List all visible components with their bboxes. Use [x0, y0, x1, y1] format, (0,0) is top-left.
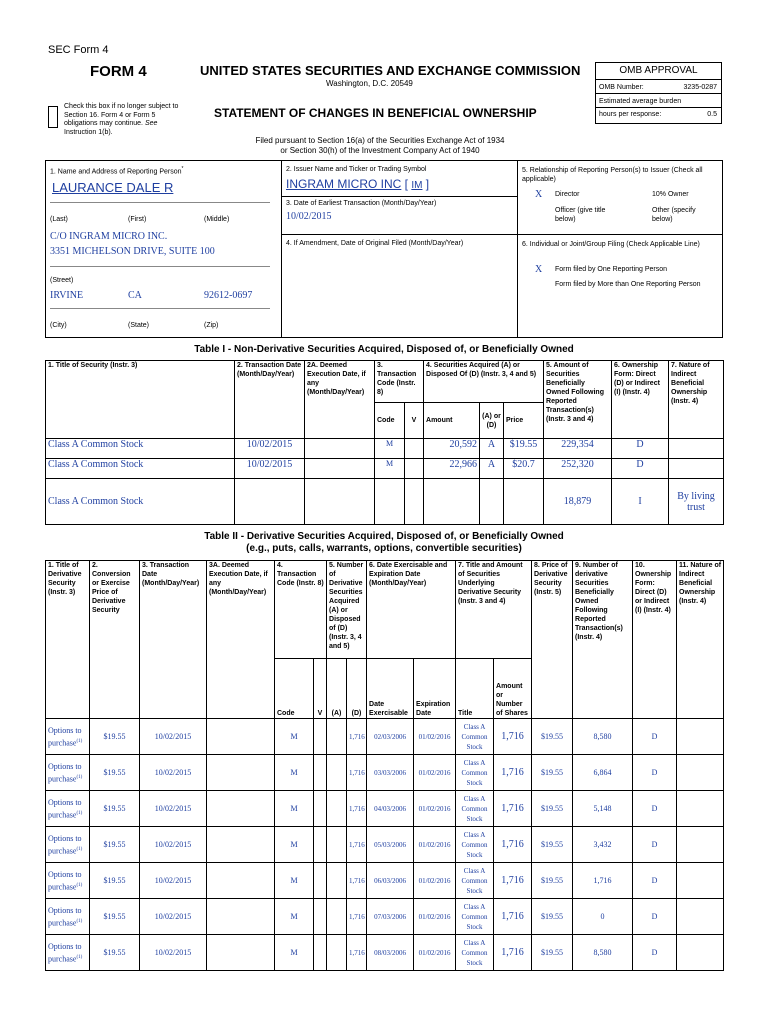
t2-r-expiration: 01/02/2016 [414, 827, 456, 863]
t2-r-form: D [633, 719, 677, 755]
t1-h7: 7. Nature of Indirect Beneficial Ownership (Instr. 4) [669, 361, 724, 439]
t2-r-owned: 3,432 [573, 827, 633, 863]
hours-value: 0.5 [707, 111, 717, 118]
filed-line-2: or Section 30(h) of the Investment Company Act of 1940 [280, 146, 480, 155]
instruction-label: Instruction 1(b). [64, 128, 113, 136]
t1-aord: (A) or (D) [480, 403, 504, 439]
box1-label-text: 1. Name and Address of Reporting Person [50, 168, 182, 176]
filed-pursuant [240, 136, 520, 156]
footnote-ref: (1) [76, 918, 83, 924]
omb-number: 3235-0287 [683, 84, 717, 91]
agency-title: UNITED STATES SECURITIES AND EXCHANGE COMMISSION [200, 63, 581, 78]
t2-r-underlying-amount: 1,716 [494, 863, 532, 899]
t2-r-exercisable: 04/03/2006 [367, 791, 414, 827]
first-label: (First) [128, 216, 147, 223]
t1-v: V [405, 403, 424, 439]
t2-r-underlying-amount: 1,716 [494, 791, 532, 827]
t2-r-d: 1,716 [347, 863, 367, 899]
t2-amount-shares: Amount or Number of Shares [494, 659, 532, 719]
t2-r-date: 10/02/2015 [140, 827, 207, 863]
t1-h1: 1. Title of Security (Instr. 3) [46, 361, 235, 439]
t1-r0-title: Class A Common Stock [46, 439, 235, 459]
t2-d: (D) [347, 659, 367, 719]
ticker-symbol: IM [411, 180, 423, 191]
footnote-ref: (1) [76, 738, 83, 744]
t2-r-code: M [275, 863, 314, 899]
t2-r-title-text: Options to purchase [48, 797, 82, 820]
t1-r0-date: 10/02/2015 [235, 439, 305, 459]
t2-h9: 9. Number of derivative Securities Beneficially Owned Following Reported Transaction(s) (Instr. 4) [573, 561, 633, 719]
statement-title: STATEMENT OF CHANGES IN BENEFICIAL OWNERSHIP [214, 106, 537, 120]
last-label: (Last) [50, 216, 68, 223]
t2-r-conv: $19.55 [90, 755, 140, 791]
t2-r-expiration: 01/02/2016 [414, 755, 456, 791]
address-line-2: 3351 MICHELSON DRIVE, SUITE 100 [50, 246, 215, 257]
t1-r1-date: 10/02/2015 [235, 459, 305, 479]
table2-title-1: Table II - Derivative Securities Acquired, Disposed of, or Beneficially Owned [204, 531, 564, 542]
t2-h10: 10. Ownership Form: Direct (D) or Indirect (I) (Instr. 4) [633, 561, 677, 719]
t2-r-conv: $19.55 [90, 719, 140, 755]
t2-r-exercisable: 03/03/2006 [367, 755, 414, 791]
t2-r-owned: 8,580 [573, 935, 633, 971]
omb-approval-box [595, 62, 722, 124]
t2-r-title-text: Options to purchase [48, 869, 82, 892]
t2-r-underlying-title: Class A Common Stock [456, 755, 494, 791]
state-label: (State) [128, 322, 150, 329]
t2-r-underlying-title: Class A Common Stock [456, 719, 494, 755]
t2-r-expiration: 01/02/2016 [414, 719, 456, 755]
t1-r1-price: $20.7 [504, 459, 544, 479]
table1 [45, 360, 724, 525]
t2-r-code: M [275, 827, 314, 863]
t2-r-form: D [633, 755, 677, 791]
box3-label: 3. Date of Earliest Transaction (Month/Day/Year) [286, 200, 437, 207]
ten-percent-owner-label: 10% Owner [652, 191, 689, 198]
t2-r-underlying-title: Class A Common Stock [456, 935, 494, 971]
box5-label: 5. Relationship of Reporting Person(s) to Issuer (Check all applicable) [522, 167, 703, 183]
t2-r-underlying-amount: 1,716 [494, 899, 532, 935]
director-mark: X [535, 189, 543, 200]
t2-r-title [46, 863, 90, 899]
footnote-ref: (1) [76, 882, 83, 888]
t2-a: (A) [327, 659, 347, 719]
t1-h4: 4. Securities Acquired (A) or Disposed Of (D) (Instr. 3, 4 and 5) [424, 361, 544, 403]
table-row [46, 479, 724, 525]
burden-label: Estimated average burden [599, 98, 682, 105]
t2-r-code: M [275, 935, 314, 971]
t2-r-underlying-title: Class A Common Stock [456, 791, 494, 827]
city-value: IRVINE [50, 290, 84, 301]
t2-r-price: $19.55 [532, 755, 573, 791]
table-row [46, 935, 724, 971]
agency-location: Washington, D.C. 20549 [326, 79, 413, 88]
table-row [46, 899, 724, 935]
t2-r-title [46, 719, 90, 755]
t1-amount: Amount [424, 403, 480, 439]
t2-r-underlying-title: Class A Common Stock [456, 863, 494, 899]
t2-r-expiration: 01/02/2016 [414, 899, 456, 935]
t2-r-underlying-amount: 1,716 [494, 935, 532, 971]
middle-label: (Middle) [204, 216, 230, 223]
t1-r0-price: $19.55 [504, 439, 544, 459]
issuer-name: INGRAM MICRO INC [286, 177, 402, 191]
t2-r-code: M [275, 899, 314, 935]
zip-value: 92612-0697 [204, 290, 253, 301]
t1-r1-amount: 22,966 [424, 459, 480, 479]
footnote-ref: (1) [76, 846, 83, 852]
more-person-label: Form filed by More than One Reporting Person [555, 281, 701, 288]
t1-r2-owned: 18,879 [544, 479, 612, 525]
other-label: Other (specify below) [652, 207, 696, 223]
t2-r-date: 10/02/2015 [140, 791, 207, 827]
t2-r-date: 10/02/2015 [140, 899, 207, 935]
t2-r-title [46, 755, 90, 791]
t2-r-price: $19.55 [532, 899, 573, 935]
t1-h2a: 2A. Deemed Execution Date, if any (Month/Day/Year) [305, 361, 375, 439]
t2-r-d: 1,716 [347, 791, 367, 827]
t2-r-expiration: 01/02/2016 [414, 863, 456, 899]
table-row [46, 459, 724, 479]
table-row [46, 719, 724, 755]
t1-r0-ad: A [480, 439, 504, 459]
state-value: CA [128, 290, 142, 301]
table-row [46, 439, 724, 459]
t2-h2: 2. Conversion or Exercise Price of Derivative Security [90, 561, 140, 719]
t2-r-date: 10/02/2015 [140, 863, 207, 899]
t2-r-expiration: 01/02/2016 [414, 935, 456, 971]
table2-title-2: (e.g., puts, calls, warrants, options, convertible securities) [246, 543, 522, 554]
box6-label: 6. Individual or Joint/Group Filing (Check Applicable Line) [522, 241, 700, 248]
t1-r0-form: D [612, 439, 669, 459]
t2-r-form: D [633, 935, 677, 971]
t2-r-owned: 1,716 [573, 863, 633, 899]
t2-r-price: $19.55 [532, 827, 573, 863]
t1-r0-code: M [375, 439, 405, 459]
t1-code: Code [375, 403, 405, 439]
t1-r1-form: D [612, 459, 669, 479]
t2-r-title [46, 827, 90, 863]
t2-r-owned: 5,148 [573, 791, 633, 827]
table2 [45, 560, 724, 971]
t2-exercisable: Date Exercisable [367, 659, 414, 719]
t1-h6: 6. Ownership Form: Direct (D) or Indirect (I) (Instr. 4) [612, 361, 669, 439]
checkbox-instructions [64, 103, 190, 137]
t2-h3a: 3A. Deemed Execution Date, if any (Month/Day/Year) [207, 561, 275, 719]
t1-h3: 3. Transaction Code (Instr. 8) [375, 361, 424, 403]
t2-title: Title [456, 659, 494, 719]
table-row [46, 755, 724, 791]
box4-label: 4. If Amendment, Date of Original Filed (Month/Day/Year) [286, 240, 464, 247]
t2-r-exercisable: 08/03/2006 [367, 935, 414, 971]
t1-r0-amount: 20,592 [424, 439, 480, 459]
t2-r-conv: $19.55 [90, 935, 140, 971]
one-person-label: Form filed by One Reporting Person [555, 266, 668, 273]
box2-label: 2. Issuer Name and Ticker or Trading Symbol [286, 166, 427, 173]
t2-r-form: D [633, 863, 677, 899]
t2-r-d: 1,716 [347, 899, 367, 935]
t2-r-underlying-amount: 1,716 [494, 827, 532, 863]
t2-expiration: Expiration Date [414, 659, 456, 719]
hours-label: hours per response: [599, 111, 662, 118]
t2-r-underlying-amount: 1,716 [494, 719, 532, 755]
t1-r2-nature: By living trust [669, 479, 724, 525]
t1-r1-title: Class A Common Stock [46, 459, 235, 479]
t2-h5: 5. Number of Derivative Securities Acquired (A) or Disposed of (D) (Instr. 3, 4 and 5) [327, 561, 367, 659]
t2-r-form: D [633, 827, 677, 863]
table-row [46, 791, 724, 827]
footnote-ref: (1) [76, 954, 83, 960]
t2-h11: 11. Nature of Indirect Beneficial Ownership (Instr. 4) [677, 561, 724, 719]
t2-r-conv: $19.55 [90, 899, 140, 935]
t2-r-price: $19.55 [532, 863, 573, 899]
t2-r-exercisable: 06/03/2006 [367, 863, 414, 899]
t2-r-title-text: Options to purchase [48, 725, 82, 748]
box1-star: * [181, 166, 184, 172]
t2-h3: 3. Transaction Date (Month/Day/Year) [140, 561, 207, 719]
t1-r2-title: Class A Common Stock [46, 479, 235, 525]
t2-r-date: 10/02/2015 [140, 935, 207, 971]
t2-r-code: M [275, 719, 314, 755]
t2-r-title [46, 935, 90, 971]
t1-r1-owned: 252,320 [544, 459, 612, 479]
t2-r-date: 10/02/2015 [140, 755, 207, 791]
t2-code: Code [275, 659, 314, 719]
one-person-mark: X [535, 264, 543, 275]
t2-r-price: $19.55 [532, 935, 573, 971]
zip-label: (Zip) [204, 322, 219, 329]
omb-number-label: OMB Number: [599, 84, 644, 91]
t2-r-conv: $19.55 [90, 863, 140, 899]
t1-h5: 5. Amount of Securities Beneficially Owned Following Reported Transaction(s) (Instr. 3 and 4) [544, 361, 612, 439]
no-longer-subject-checkbox[interactable] [48, 106, 58, 128]
t2-r-underlying-title: Class A Common Stock [456, 899, 494, 935]
issuer-name-line: INGRAM MICRO INC [ IM ] [286, 177, 430, 191]
t2-r-conv: $19.55 [90, 827, 140, 863]
t2-r-owned: 6,864 [573, 755, 633, 791]
t2-r-code: M [275, 755, 314, 791]
t2-r-price: $19.55 [532, 791, 573, 827]
t2-r-d: 1,716 [347, 719, 367, 755]
t2-r-code: M [275, 791, 314, 827]
t2-r-title [46, 899, 90, 935]
t2-r-underlying-title: Class A Common Stock [456, 827, 494, 863]
city-label: (City) [50, 322, 67, 329]
t1-price: Price [504, 403, 544, 439]
footnote-ref: (1) [76, 810, 83, 816]
t2-r-d: 1,716 [347, 935, 367, 971]
table2-title [45, 531, 723, 555]
t1-r2-form: I [612, 479, 669, 525]
sec-form-label: SEC Form 4 [48, 44, 109, 56]
t2-r-owned: 0 [573, 899, 633, 935]
t2-r-conv: $19.55 [90, 791, 140, 827]
reporting-person-name: LAURANCE DALE R [52, 180, 174, 195]
t1-r0-owned: 229,354 [544, 439, 612, 459]
t2-h4: 4. Transaction Code (Instr. 8) [275, 561, 327, 659]
street-label: (Street) [50, 277, 74, 284]
t2-r-price: $19.55 [532, 719, 573, 755]
t2-r-title-text: Options to purchase [48, 833, 82, 856]
t2-r-title-text: Options to purchase [48, 905, 82, 928]
officer-label: Officer (give title below) [555, 207, 606, 223]
t2-h7: 7. Title and Amount of Securities Underlying Derivative Security (Instr. 3 and 4) [456, 561, 532, 659]
see-label: See [144, 120, 158, 127]
box1-label [50, 166, 183, 175]
t2-r-title-text: Options to purchase [48, 761, 82, 784]
t2-h6: 6. Date Exercisable and Expiration Date (Month/Day/Year) [367, 561, 456, 659]
footnote-ref: (1) [76, 774, 83, 780]
table1-title: Table I - Non-Derivative Securities Acquired, Disposed of, or Beneficially Owned [194, 344, 574, 355]
t2-r-d: 1,716 [347, 827, 367, 863]
t2-v: V [314, 659, 327, 719]
t1-r1-code: M [375, 459, 405, 479]
t2-h1: 1. Title of Derivative Security (Instr. 3) [46, 561, 90, 719]
t2-r-exercisable: 02/03/2006 [367, 719, 414, 755]
earliest-transaction-date: 10/02/2015 [286, 211, 332, 222]
checkbox-text: Check this box if no longer subject to Section 16. Form 4 or Form 5 obligations may continue. [64, 103, 179, 127]
t2-r-title [46, 791, 90, 827]
table-row [46, 827, 724, 863]
t2-h8: 8. Price of Derivative Security (Instr. 5) [532, 561, 573, 719]
t2-r-date: 10/02/2015 [140, 719, 207, 755]
t2-r-underlying-amount: 1,716 [494, 755, 532, 791]
omb-title: OMB APPROVAL [596, 63, 721, 80]
t2-r-form: D [633, 899, 677, 935]
t2-r-form: D [633, 791, 677, 827]
table-row [46, 863, 724, 899]
t2-r-exercisable: 07/03/2006 [367, 899, 414, 935]
form-title: FORM 4 [90, 63, 147, 80]
director-label: Director [555, 191, 580, 198]
t2-r-d: 1,716 [347, 755, 367, 791]
t1-r1-ad: A [480, 459, 504, 479]
t2-r-owned: 8,580 [573, 719, 633, 755]
t2-r-title-text: Options to purchase [48, 941, 82, 964]
t2-r-exercisable: 05/03/2006 [367, 827, 414, 863]
t1-h2: 2. Transaction Date (Month/Day/Year) [235, 361, 305, 439]
t2-r-expiration: 01/02/2016 [414, 791, 456, 827]
address-line-1: C/O INGRAM MICRO INC. [50, 231, 168, 242]
filed-line-1: Filed pursuant to Section 16(a) of the Securities Exchange Act of 1934 [255, 136, 505, 145]
